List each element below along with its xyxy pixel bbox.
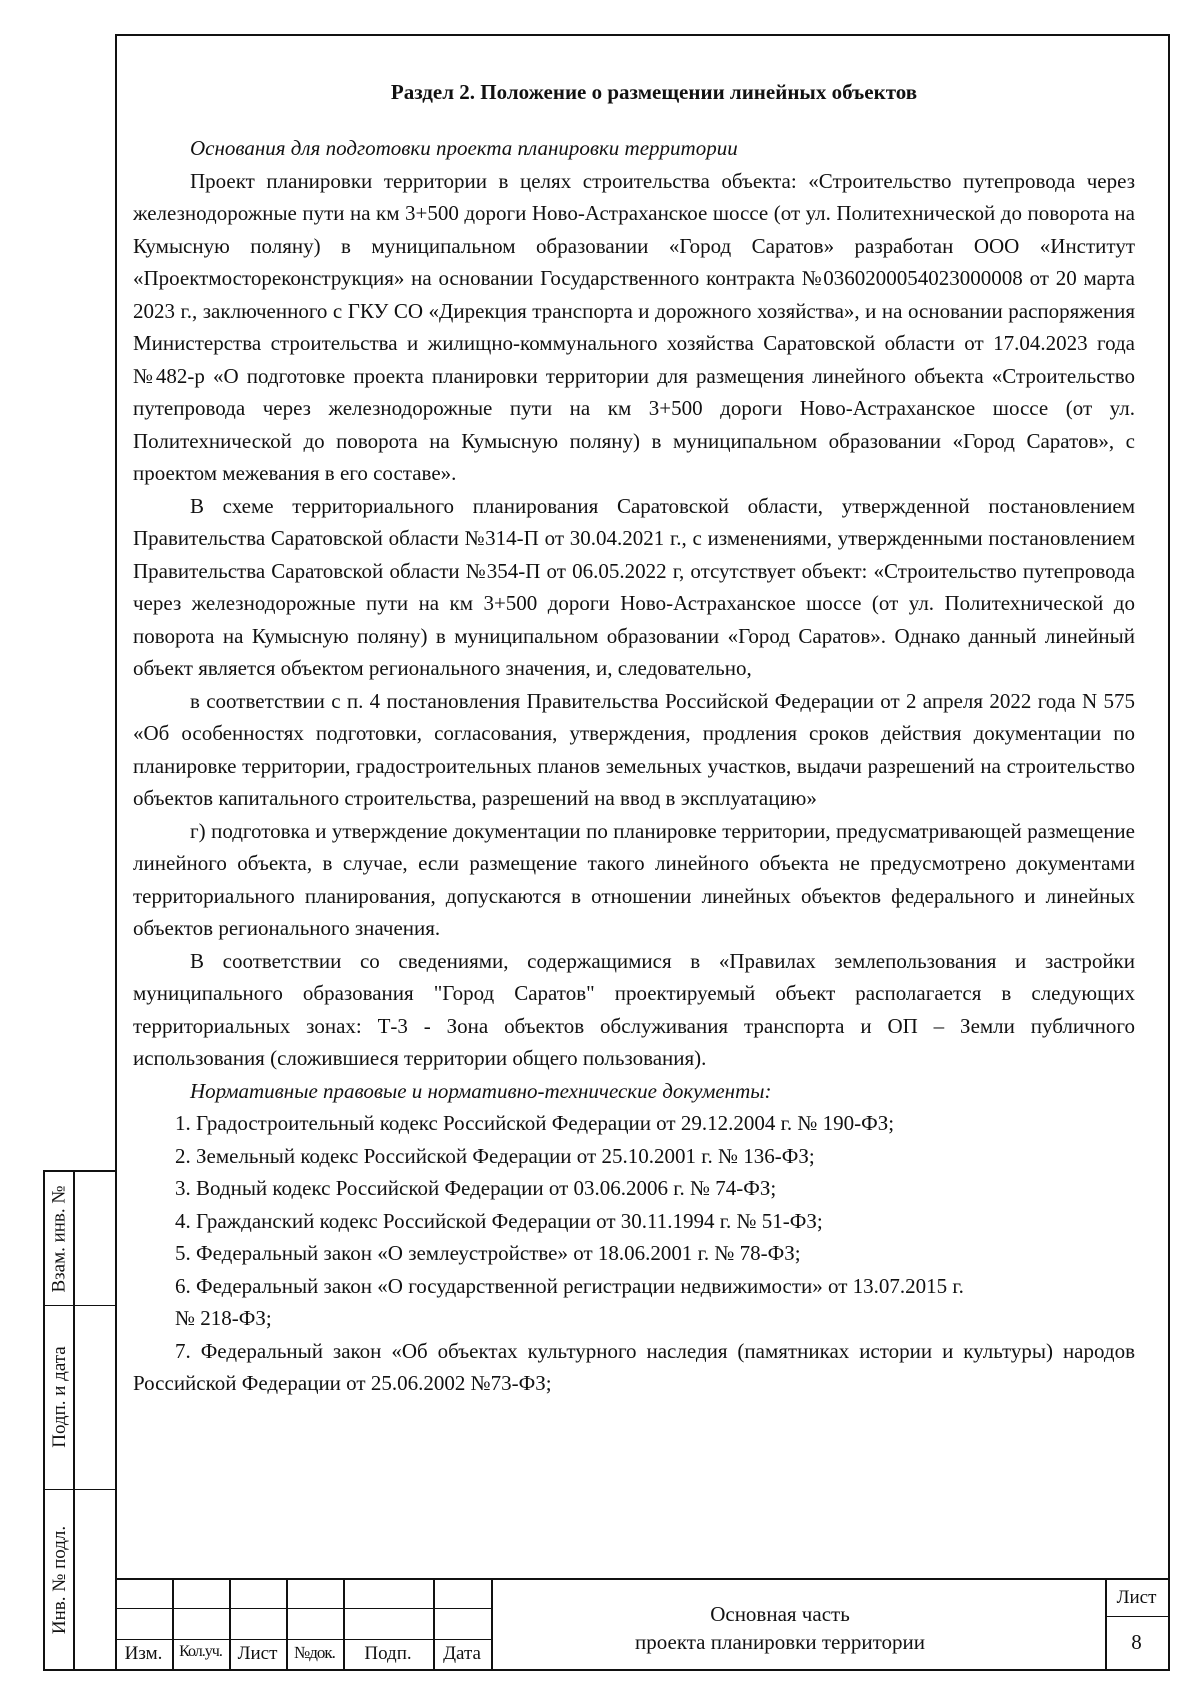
document-title [495, 1600, 1065, 1656]
list-item: 4. Гражданский кодекс Российской Федерации от 30.11.1994 г. № 51-ФЗ; [175, 1208, 823, 1233]
sheet-label: Лист [1116, 1587, 1157, 1608]
document-title-line2: проекта планировки территории [635, 1630, 925, 1654]
document-title-line1: Основная часть [710, 1602, 850, 1626]
paragraph-zones: В соответствии со сведениями, содержащимися в «Правилах землепользования и застройки муниципального образования "Город Саратов" проектируемый объект располагается в следующих территориальных зонах: Т-3 - Зона объектов обслуживания транспорта и ОП – Земли публичного использования (сложившиеся территории общего пользования). [133, 948, 1135, 1070]
column-count: Кол.уч. [179, 1643, 222, 1660]
side-stamp [43, 1170, 115, 1671]
paragraph-project: Проект планировки территории в целях строительства объекта: «Строительство путепровода через железнодорожные пути на км 3+500 дороги Ново-Астраханское шоссе (от ул. Политехнической до поворота на Кумысную поляну) в муниципальном образовании «Город Саратов» разработан ООО «Институт «Проектмостореконструкция» на основании Государственного контракта №0360200054023000008 от 20 марта 2023 г., заключенного с ГКУ СО «Дирекция транспорта и дорожного хозяйства», и на основании распоряжения Министерства строительства и жилищно-коммунального хозяйства Саратовской области от 17.04.2023 года №482-р «О подготовке проекта планировки территории для размещения линейного объекта «Строительство путепровода через железнодорожные пути на км 3+500 дороги Ново-Астраханское шоссе (от ул. Политехнической до поворота на Кумысную поляну) в муниципальном образовании «Город Саратов», с проектом межевания в его составе». [133, 168, 1135, 485]
column-sheet: Лист [237, 1643, 278, 1664]
list-item: № 218-ФЗ; [175, 1306, 272, 1330]
replacement-inventory-label: Взам. инв. № [49, 1184, 71, 1293]
title-block-row-line [115, 1639, 491, 1640]
paragraph-item-g: г) подготовка и утверждение документации по планировке территории, предусматривающей размещение линейного объекта, в случае, если размещение такого линейного объекта не предусмотрено документами территориального планирования, допускаются в отношении линейных объектов федерального и линейных объектов регионального значения. [133, 818, 1135, 940]
column-date: Дата [443, 1643, 481, 1664]
title-block-line [491, 1580, 493, 1671]
column-signature: Подп. [364, 1643, 412, 1664]
title-block-row-line [1105, 1616, 1168, 1617]
list-item: 2. Земельный кодекс Российской Федерации от 25.10.2001 г. № 136-ФЗ; [175, 1143, 815, 1168]
document-body [133, 78, 1135, 1400]
paragraph-scheme: В схеме территориального планирования Саратовской области, утвержденной постановлением Правительства Саратовской области №314-П от 30.04.2021 г., с изменениями, утвержденными постановлением Правительства Саратовской области №354-П от 06.05.2022 г, отсутствует объект: «Строительство путепровода через железнодорожные пути на км 3+500 дороги Ново-Астраханское шоссе (от ул. Политехнической до поворота на Кумысную поляну) в муниципальном образовании «Город Саратов». Однако данный линейный объект является объектом регионального значения, и, следовательно, [133, 493, 1135, 680]
list-item: 3. Водный кодекс Российской Федерации от 03.06.2006 г. № 74-ФЗ; [175, 1176, 777, 1200]
section-title: Раздел 2. Положение о размещении линейных объектов [390, 80, 918, 104]
sheet-number: 8 [1131, 1630, 1142, 1654]
paragraph-normative-heading: Нормативные правовые и нормативно-технические документы: [190, 1078, 772, 1103]
list-item: 6. Федеральный закон «О государственной регистрации недвижимости» от 13.07.2015 г. [175, 1273, 964, 1298]
list-item: 1. Градостроительный кодекс Российской Федерации от 29.12.2004 г. № 190-ФЗ; [175, 1111, 895, 1135]
list-item: 5. Федеральный закон «О землеустройстве» от 18.06.2001 г. № 78-ФЗ; [175, 1241, 801, 1265]
paragraph-resolution: в соответствии с п. 4 постановления Правительства Российской Федерации от 2 апреля 2022 года N 575 «Об особенностях подготовки, согласования, утверждения, продления сроков действия документации по планировке территории, градостроительных планов земельных участков, выдачи разрешений на строительство объектов капитального строительства, разрешений на ввод в эксплуатацию» [133, 688, 1135, 810]
paragraph-basis-heading: Основания для подготовки проекта планировки территории [190, 136, 738, 160]
list-item: 7. Федеральный закон «Об объектах культурного наследия (памятниках истории и культуры) народов Российской Федерации от 25.06.2002 №73-ФЗ; [133, 1338, 1135, 1395]
title-block-row-line [115, 1608, 491, 1609]
signature-date-label: Подп. и дата [49, 1346, 71, 1448]
original-inventory-label: Инв. № подл. [49, 1525, 71, 1635]
column-doc-number: №док. [294, 1643, 335, 1662]
column-change: Изм. [124, 1643, 163, 1664]
title-block [115, 1578, 1170, 1671]
side-stamp-divider [73, 1172, 75, 1669]
